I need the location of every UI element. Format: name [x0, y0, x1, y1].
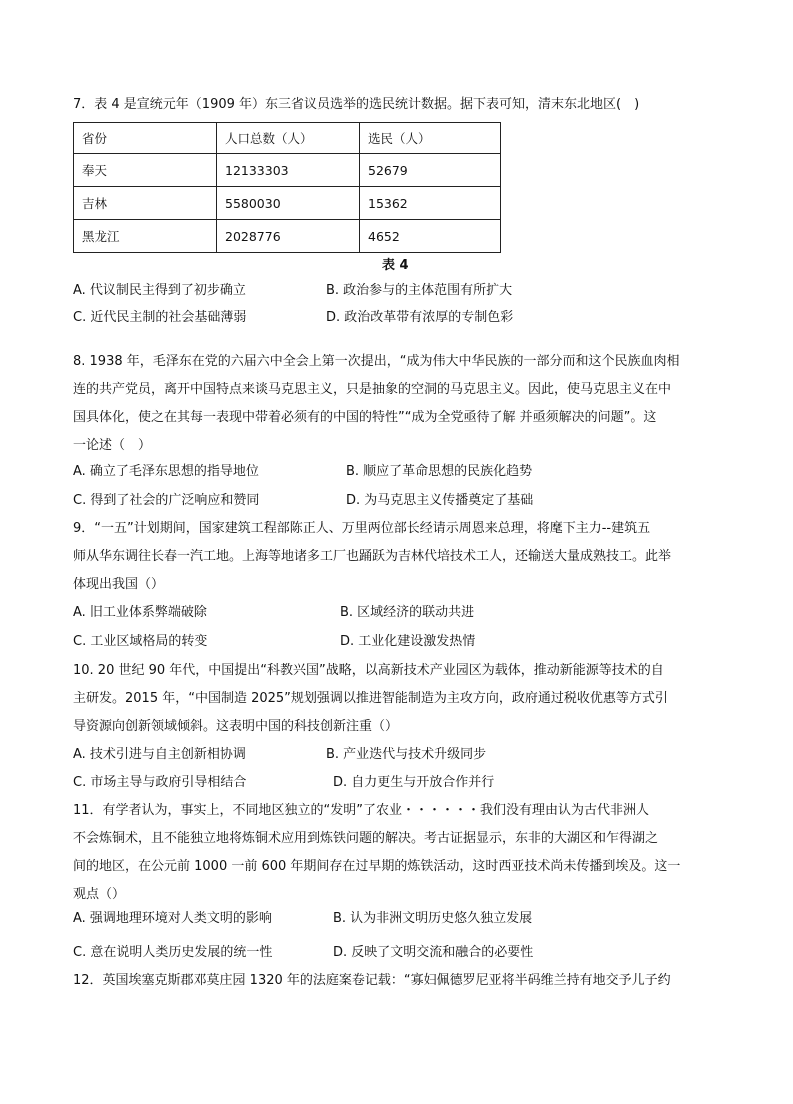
q7-option-d[interactable]: D. 政治改革带有浓厚的专制色彩: [326, 310, 514, 325]
q8-stem-line: 一论述（ ）: [73, 438, 152, 453]
table-cell: 5580030: [217, 187, 360, 220]
table-cell: 2028776: [217, 220, 360, 253]
q9-option-c[interactable]: C. 工业区域格局的转变: [73, 634, 208, 649]
q9-stem-line: 9．“一五”计划期间，国家建筑工程部陈正人、万里两位部长经请示周恩来总理，将麾下主力--建筑五: [73, 521, 651, 536]
table-row: [74, 220, 501, 253]
table-cell: 黑龙江: [74, 220, 217, 253]
table-row: [74, 187, 501, 220]
table-cell: 12133303: [217, 154, 360, 187]
q11-stem-line: 观点（）: [73, 887, 126, 902]
q9-stem-line: 师从华东调往长春一汽工地。上海等地诸多工厂也踊跃为吉林代培技术工人，还输送大量成熟技工。此举: [73, 549, 672, 564]
q11-option-b[interactable]: B. 认为非洲文明历史悠久独立发展: [333, 911, 533, 926]
table-cell: 吉林: [74, 187, 217, 220]
q10-stem-line: 导资源向创新领域倾斜。这表明中国的科技创新注重（）: [73, 719, 399, 734]
q7-option-c[interactable]: C. 近代民主制的社会基础薄弱: [73, 310, 247, 325]
table-header-cell: 省份: [74, 123, 217, 154]
q10-stem-line: 主研发。2015 年，“中国制造 2025”规划强调以推进智能制造为主攻方向，政府通过税收优惠等方式引: [73, 691, 668, 706]
table-cell: 奉天: [74, 154, 217, 187]
q8-stem-line: 连的共产党员，离开中国特点来谈马克思主义，只是抽象的空洞的马克思主义。因此，使马克思主义在中: [73, 382, 672, 397]
q8-option-a[interactable]: A. 确立了毛泽东思想的指导地位: [73, 464, 259, 479]
q9-stem-line: 体现出我国（）: [73, 577, 165, 592]
q11-stem-line: 不会炼铜术，且不能独立地将炼铜术应用到炼铁问题的解决。考古证据显示，东非的大湖区和乍得湖之: [73, 831, 659, 846]
q8-stem-line: 国具体化，使之在其每一表现中带着必须有的中国的特性”“成为全党亟待了解 并亟须解决的问题”。这: [73, 410, 657, 425]
table-cell: 52679: [360, 154, 501, 187]
q10-stem-line: 10. 20 世纪 90 年代，中国提出“科教兴国”战略，以高新技术产业园区为载体，推动新能源等技术的自: [73, 663, 664, 678]
table-caption: 表 4: [382, 258, 409, 273]
table-cell: 15362: [360, 187, 501, 220]
q11-option-d[interactable]: D. 反映了文明交流和融合的必要性: [333, 945, 534, 960]
table-header-cell: 人口总数（人）: [217, 123, 360, 154]
q10-option-c[interactable]: C. 市场主导与政府引导相结合: [73, 775, 247, 790]
q12-stem-line: 12．英国埃塞克斯郡邓莫庄园 1320 年的法庭案卷记载：“寡妇佩德罗尼亚将半码维兰持有地交予儿子约: [73, 973, 671, 988]
table-header-cell: 选民（人）: [360, 123, 501, 154]
voter-stats-table: [73, 122, 501, 253]
q10-option-a[interactable]: A. 技术引进与自主创新相协调: [73, 747, 246, 762]
q9-option-a[interactable]: A. 旧工业体系弊端破除: [73, 605, 207, 620]
table-header-row: [74, 123, 501, 154]
q8-option-c[interactable]: C. 得到了社会的广泛响应和赞同: [73, 493, 260, 508]
table-cell: 4652: [360, 220, 501, 253]
q7-stem: 7．表 4 是宣统元年（1909 年）东三省议员选举的选民统计数据。据下表可知，清末东北地区( ): [73, 97, 640, 112]
q8-stem-line: 8. 1938 年，毛泽东在党的六届六中全会上第一次提出，“成为伟大中华民族的一部分而和这个民族血肉相: [73, 354, 680, 369]
q7-option-a[interactable]: A. 代议制民主得到了初步确立: [73, 283, 246, 298]
q11-stem-line: 11．有学者认为，事实上，不同地区独立的“发明”了农业・・・・・・我们没有理由认为古代非洲人: [73, 803, 650, 818]
table-row: [74, 154, 501, 187]
q11-option-a[interactable]: A. 强调地理环境对人类文明的影响: [73, 911, 272, 926]
q10-option-d[interactable]: D. 自力更生与开放合作并行: [333, 775, 495, 790]
q11-option-c[interactable]: C. 意在说明人类历史发展的统一性: [73, 945, 273, 960]
q9-option-b[interactable]: B. 区域经济的联动共进: [340, 605, 475, 620]
q8-option-b[interactable]: B. 顺应了革命思想的民族化趋势: [346, 464, 533, 479]
q11-stem-line: 间的地区，在公元前 1000 一前 600 年期间存在过早期的炼铁活动，这时西亚技术尚未传播到埃及。这一: [73, 859, 681, 874]
q8-option-d[interactable]: D. 为马克思主义传播奠定了基础: [346, 493, 534, 508]
q9-option-d[interactable]: D. 工业化建设激发热情: [340, 634, 476, 649]
q10-option-b[interactable]: B. 产业迭代与技术升级同步: [326, 747, 487, 762]
q7-option-b[interactable]: B. 政治参与的主体范围有所扩大: [326, 283, 513, 298]
